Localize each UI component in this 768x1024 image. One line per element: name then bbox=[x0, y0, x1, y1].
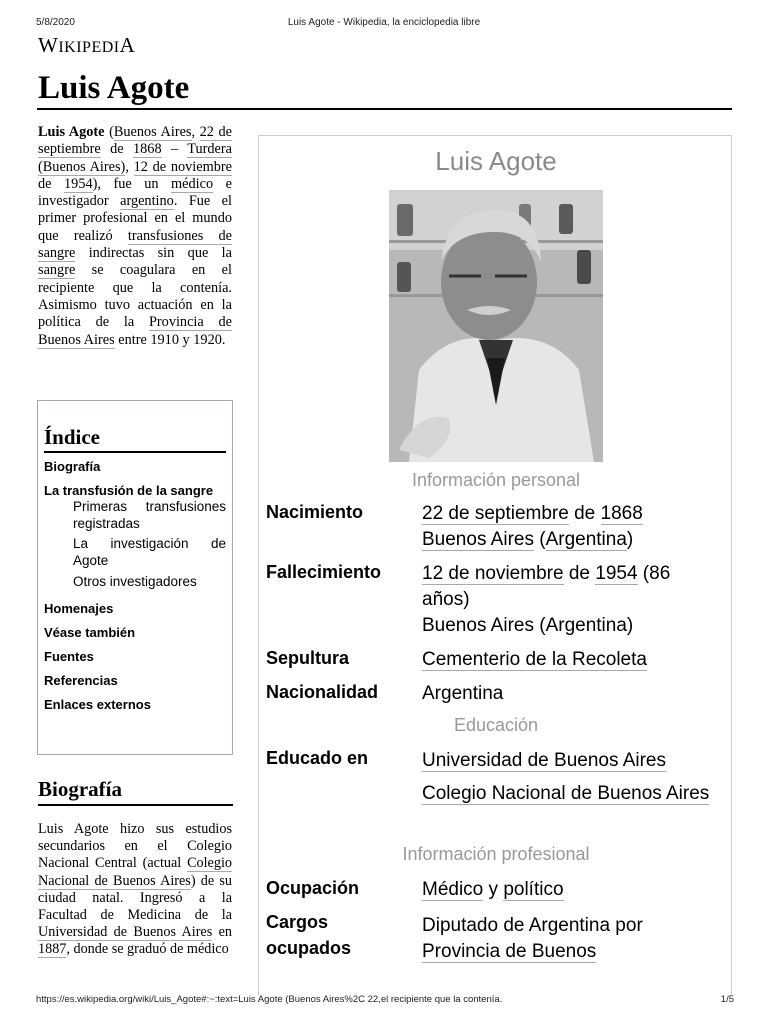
link-1954-infobox[interactable]: 1954 bbox=[595, 563, 638, 584]
label-sepultura: Sepultura bbox=[266, 648, 350, 668]
portrait-image bbox=[389, 190, 603, 462]
value-cargos: Diputado de Argentina por Provincia de Buenos bbox=[422, 915, 643, 962]
print-date: 5/8/2020 bbox=[36, 17, 75, 28]
table-of-contents bbox=[37, 400, 233, 755]
page-title: Luis Agote bbox=[38, 70, 190, 106]
toc-item-enlaces[interactable]: Enlaces externos bbox=[44, 696, 151, 712]
link-politico[interactable]: político bbox=[503, 879, 564, 900]
toc-item-transfusion[interactable]: La transfusión de la sangre bbox=[44, 483, 214, 498]
print-page-number: 1/5 bbox=[720, 994, 734, 1005]
toc-item-otros[interactable]: Otros investigadores bbox=[73, 573, 197, 589]
toc-item-fuentes[interactable]: Fuentes bbox=[44, 648, 94, 664]
link-provincia-infobox[interactable]: Provincia de Buenos bbox=[422, 941, 597, 962]
value-fallecimiento: 12 de noviembre de 1954 (86 años) Buenos Aires (Argentina) bbox=[422, 563, 671, 636]
title-divider bbox=[37, 108, 732, 110]
section-personal: Información personal bbox=[411, 470, 581, 490]
link-uba[interactable]: Universidad de Buenos Aires bbox=[422, 750, 666, 771]
label-cargos: Cargos ocupados bbox=[266, 912, 352, 958]
toc-item-homenajes[interactable]: Homenajes bbox=[44, 600, 114, 616]
link-1868[interactable]: 1868 bbox=[133, 141, 162, 158]
label-educado: Educado en bbox=[266, 748, 369, 768]
infobox-title: Luis Agote bbox=[435, 146, 557, 176]
biografia-paragraph: Luis Agote hizo sus estudios secundarios en el Colegio Nacional Central (actual Colegio Nacional de Buenos Aires) de su ciudad natal. Ingresó a la Facultad de Medicina de la Universidad de Buenos Aires en 1887, donde se graduó de médico bbox=[38, 821, 233, 958]
link-22-septiembre[interactable]: 22 de septiembre bbox=[422, 503, 569, 524]
link-1887[interactable]: 1887 bbox=[38, 941, 67, 958]
link-provincia-buenos-aires[interactable]: Provincia de Buenos Aires bbox=[38, 314, 232, 348]
toc-divider bbox=[44, 451, 226, 453]
link-buenos-aires[interactable]: Buenos Aires bbox=[113, 124, 192, 140]
toc-item-vease[interactable]: Véase también bbox=[44, 624, 136, 640]
link-turdera[interactable]: Turdera (Buenos Aires) bbox=[38, 141, 232, 175]
link-transfusiones[interactable]: transfusiones de sangre bbox=[38, 227, 233, 262]
value-ocupacion: Médico y político bbox=[422, 879, 564, 900]
value-nacimiento: 22 de septiembre de 1868 Buenos Aires (Argentina) bbox=[422, 503, 643, 550]
section-profesional: Información profesional bbox=[402, 844, 590, 864]
infobox bbox=[258, 135, 732, 995]
link-argentina-infobox[interactable]: Argentina bbox=[545, 529, 627, 550]
print-title: Luis Agote - Wikipedia, la enciclopedia libre bbox=[287, 17, 481, 28]
portrait-photo[interactable] bbox=[389, 190, 603, 462]
link-recoleta[interactable]: Cementerio de la Recoleta bbox=[422, 649, 647, 670]
label-nacionalidad: Nacionalidad bbox=[266, 682, 379, 702]
link-1954[interactable]: 1954 bbox=[64, 175, 93, 192]
print-url: https://es.wikipedia.org/wiki/Luis_Agote#:~:text=Luis Agote (Buenos Aires%2C 22,el recipiente que la contenía. bbox=[36, 994, 503, 1005]
print-footer bbox=[0, 994, 768, 1008]
link-universidad[interactable]: Universidad de Buenos Aires bbox=[38, 924, 213, 941]
link-12-noviembre[interactable]: 12 de noviembre bbox=[422, 563, 564, 584]
toc-item-primeras[interactable]: Primeras transfusiones registradas bbox=[73, 499, 226, 531]
section-divider bbox=[38, 804, 233, 806]
link-death-date[interactable]: 12 de noviembre bbox=[133, 158, 232, 175]
section-heading-biografia: Biografía bbox=[38, 777, 122, 801]
print-header bbox=[0, 17, 768, 31]
value-educado-2 bbox=[422, 781, 712, 807]
link-medico-infobox[interactable]: Médico bbox=[422, 879, 484, 900]
label-nacimiento: Nacimiento bbox=[266, 502, 364, 522]
wikipedia-wordmark[interactable]: WIKIPEDIA bbox=[38, 33, 136, 57]
link-sangre[interactable]: sangre bbox=[38, 262, 76, 279]
link-medico[interactable]: médico bbox=[171, 175, 214, 192]
section-educacion: Educación bbox=[453, 715, 539, 735]
link-birth-date[interactable]: 22 de septiembre bbox=[38, 124, 232, 158]
value-educado-1 bbox=[422, 748, 722, 774]
link-colegio-nacional[interactable]: Colegio Nacional de Buenos Aires bbox=[38, 855, 232, 889]
lead-paragraph: Luis Agote (Buenos Aires, 22 de septiembre de 1868 – Turdera (Buenos Aires), 12 de noviembre de 1954), fue un médico e investigador argentino. Fue el primer profesional en el mundo que realizó transfusiones de sangre indirectas sin que la sangre se coagulara en el recipiente que la contenía. Asimismo tuvo actuación en la política de la Provincia de Buenos Aires entre 1910 y 1920. bbox=[38, 124, 233, 348]
link-argentino[interactable]: argentino bbox=[120, 193, 174, 210]
value-sepultura bbox=[422, 647, 722, 673]
link-1868-infobox[interactable]: 1868 bbox=[600, 503, 643, 524]
value-nacionalidad: Argentina bbox=[422, 683, 504, 704]
toc-item-biografia[interactable]: Biografía bbox=[44, 459, 101, 474]
label-fallecimiento: Fallecimiento bbox=[266, 562, 382, 582]
subject-name: Luis Agote bbox=[38, 124, 105, 140]
link-colegio-nacional-infobox[interactable]: Colegio Nacional de Buenos Aires bbox=[422, 783, 710, 804]
link-buenos-aires-infobox[interactable]: Buenos Aires bbox=[422, 529, 534, 550]
toc-title: Índice bbox=[44, 425, 101, 449]
toc-item-referencias[interactable]: Referencias bbox=[44, 672, 118, 688]
toc-item-investigacion[interactable]: La investigación de Agote bbox=[73, 536, 226, 569]
label-ocupacion: Ocupación bbox=[266, 878, 360, 898]
